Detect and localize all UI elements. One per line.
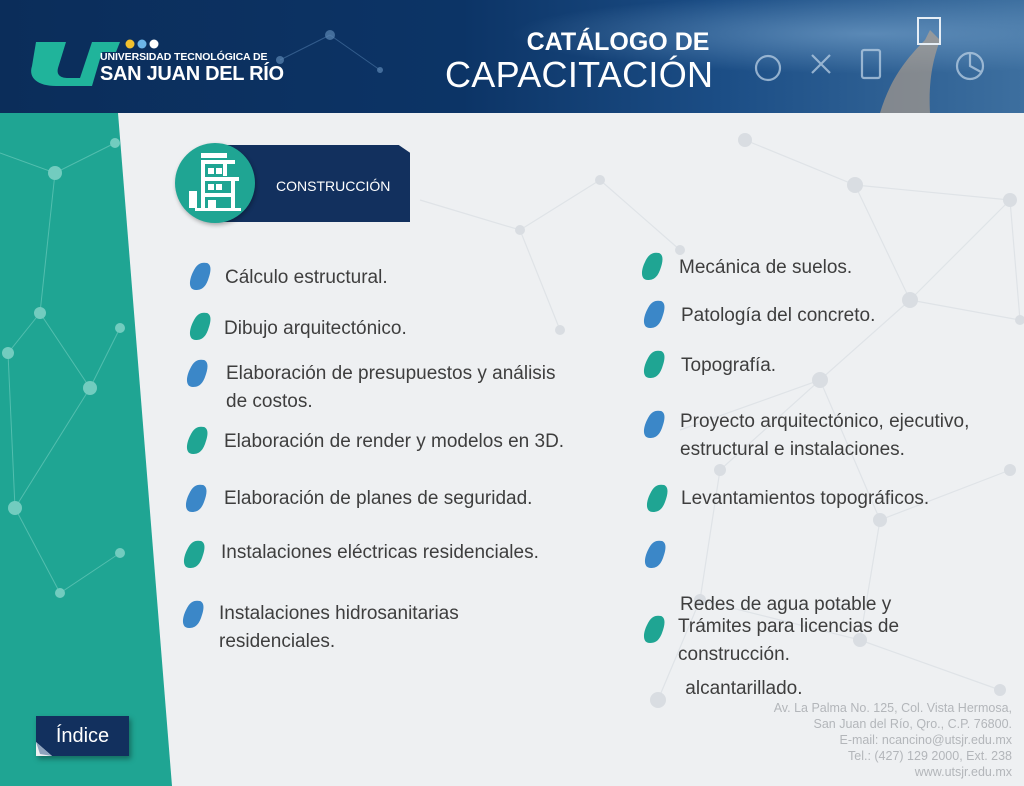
header-banner: [0, 0, 1024, 113]
bullet-icon: [640, 250, 664, 284]
course-item: Dibujo arquitectónico.: [224, 318, 407, 339]
bullet-icon: [642, 613, 666, 647]
contact-website: www.utsjr.edu.mx: [914, 765, 1012, 779]
course-item: Elaboración de render y modelos en 3D.: [224, 431, 565, 452]
side-panel: [0, 113, 180, 786]
bullet-icon: [642, 298, 666, 332]
course-item-line: Redes de agua potable y: [680, 594, 892, 615]
bullet-icon: [185, 424, 209, 458]
bullet-icon: [642, 348, 666, 382]
course-item: Mecánica de suelos.: [679, 257, 853, 278]
category-label: CONSTRUCCIÓN: [276, 178, 391, 194]
course-item-line: Instalaciones hidrosanitarias: [219, 603, 459, 624]
course-item: [219, 600, 459, 656]
course-item: [226, 360, 556, 416]
institution-line2: SAN JUAN DEL RÍO: [100, 63, 284, 85]
page-curl-icon: [36, 742, 52, 756]
course-item-line: alcantarillado.: [680, 678, 803, 699]
course-item-line: Elaboración de presupuestos y análisis: [226, 363, 556, 384]
course-item: Topografía.: [681, 355, 777, 376]
bullet-icon: [184, 482, 208, 516]
bullet-icon: [182, 538, 206, 572]
bullet-icon: [188, 260, 212, 294]
index-button-label: Índice: [55, 725, 110, 747]
contact-email: E-mail: ncancino@utsjr.edu.mx: [839, 733, 1012, 747]
contact-address-line1: Av. La Palma No. 125, Col. Vista Hermosa,: [773, 701, 1012, 715]
course-item-line: estructural e instalaciones.: [680, 439, 905, 460]
course-item-line: residenciales.: [219, 631, 336, 652]
contact-address-line2: San Juan del Río, Qro., C.P. 76800.: [813, 717, 1012, 731]
contact-info: [774, 700, 1012, 780]
bullet-icon: [181, 598, 205, 632]
category-icon-circle: [175, 143, 255, 223]
course-item: Cálculo estructural.: [225, 267, 388, 288]
course-item: Elaboración de planes de seguridad.: [224, 488, 533, 509]
contact-phone: Tel.: (427) 129 2000, Ext. 238: [848, 749, 1012, 763]
catalog-title-top: CATÁLOGO DE: [526, 28, 710, 56]
bullet-icon: [645, 482, 669, 516]
bullet-icon: [188, 310, 212, 344]
course-item: [678, 613, 899, 669]
course-item: Instalaciones eléctricas residenciales.: [221, 542, 539, 563]
course-item: [680, 408, 969, 464]
course-item-line: de costos.: [226, 391, 313, 412]
building-icon: [175, 143, 255, 223]
course-item-line: construcción.: [678, 644, 790, 665]
bullet-icon: [643, 538, 667, 572]
catalog-title-main: CAPACITACIÓN: [445, 54, 714, 95]
index-button[interactable]: [36, 716, 129, 756]
bullet-icon: [185, 357, 209, 391]
course-item: Levantamientos topográficos.: [681, 488, 930, 509]
institution-line1: UNIVERSIDAD TECNOLÓGICA DE: [100, 51, 268, 63]
course-item-line: Proyecto arquitectónico, ejecutivo,: [680, 411, 970, 432]
course-item-line: Trámites para licencias de: [678, 616, 900, 637]
bullet-icon: [642, 408, 666, 442]
course-item: Patología del concreto.: [681, 305, 876, 326]
